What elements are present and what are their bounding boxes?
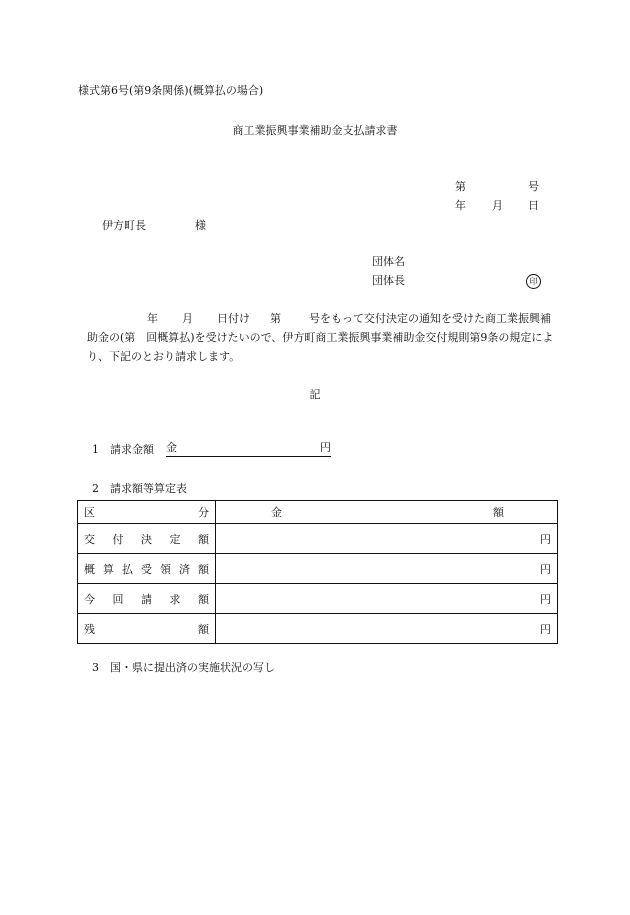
label-char: 額 bbox=[198, 592, 209, 606]
document-title: 商工業振興事業補助金支払請求書 bbox=[232, 124, 398, 137]
label-char: 回 bbox=[112, 592, 124, 606]
row-amount-cell: 円 bbox=[216, 524, 558, 554]
number-prefix: 第 bbox=[455, 180, 466, 193]
label-char: 付 bbox=[112, 532, 124, 546]
amount-unit: 円 bbox=[320, 441, 331, 454]
label-char: 決 bbox=[141, 532, 152, 546]
table-row bbox=[78, 554, 558, 584]
label-char: 額 bbox=[198, 562, 209, 576]
header-category-cell bbox=[78, 501, 216, 524]
seal-mark: 印 bbox=[526, 274, 541, 289]
row-amount-cell: 円 bbox=[216, 554, 558, 584]
label-char: 交 bbox=[84, 532, 95, 546]
label-char: 額 bbox=[198, 532, 209, 546]
date-month: 月 bbox=[492, 199, 503, 212]
row-amount-cell: 円 bbox=[216, 614, 558, 644]
amount-prefix: 金 bbox=[166, 441, 177, 454]
body-number-prefix: 第 bbox=[270, 312, 281, 325]
label-char: 領 bbox=[160, 562, 171, 576]
label-char: 求 bbox=[169, 592, 181, 606]
label-char: 残 bbox=[84, 622, 95, 636]
section-3-label: 3 国・県に提出済の実施状況の写し bbox=[92, 661, 275, 674]
request-body bbox=[87, 309, 557, 366]
row-label-cell bbox=[78, 554, 216, 584]
label-char: 請 bbox=[141, 592, 152, 606]
section-1-label: 1 請求金額 bbox=[92, 443, 154, 456]
date-day: 日 bbox=[528, 199, 539, 212]
addressee-name: 伊方町長 bbox=[102, 219, 146, 232]
label-char: 今 bbox=[84, 592, 95, 606]
row-amount-cell: 円 bbox=[216, 584, 558, 614]
body-date-suffix: 日付け bbox=[217, 312, 250, 325]
number-suffix: 号 bbox=[528, 180, 539, 193]
form-number: 様式第6号(第9条関係)(概算払の場合) bbox=[78, 84, 264, 97]
row-label-cell bbox=[78, 524, 216, 554]
label-char: 定 bbox=[169, 532, 181, 546]
request-amount-field bbox=[166, 441, 331, 457]
row-label bbox=[78, 591, 215, 607]
label-char: 概 bbox=[84, 562, 95, 576]
label-char: 額 bbox=[198, 622, 209, 636]
header-category bbox=[78, 504, 215, 520]
table-row bbox=[78, 584, 558, 614]
calculation-table bbox=[77, 500, 558, 644]
row-label-cell bbox=[78, 614, 216, 644]
addressee-honorific: 様 bbox=[195, 219, 206, 232]
body-month: 月 bbox=[182, 312, 193, 325]
header-amount-right: 額 bbox=[493, 506, 504, 519]
header-amount-left: 金 bbox=[271, 506, 282, 519]
label-char: 済 bbox=[179, 562, 190, 576]
organization-name-label: 団体名 bbox=[372, 255, 405, 268]
table-row bbox=[78, 524, 558, 554]
label-char: 払 bbox=[122, 562, 133, 576]
body-text-main: 号をもって交付決定の通知を受けた商工業振興補助金の(第 回概算払)を受けたいので、伊方町商工業振興事業補助金交付規則第9条の規定により、下記のとおり請求します。 bbox=[87, 312, 554, 363]
row-label bbox=[78, 621, 215, 637]
row-label bbox=[78, 561, 215, 577]
label-char: 算 bbox=[103, 562, 114, 576]
ki-heading: 記 bbox=[309, 388, 321, 401]
organization-rep-label: 団体長 bbox=[372, 274, 405, 287]
body-year: 年 bbox=[147, 312, 158, 325]
label-char: 区 bbox=[84, 506, 95, 519]
date-year: 年 bbox=[455, 199, 466, 212]
label-char: 分 bbox=[198, 506, 209, 519]
row-label bbox=[78, 531, 215, 547]
row-label-cell bbox=[78, 584, 216, 614]
header-amount-cell bbox=[216, 501, 558, 524]
label-char: 受 bbox=[141, 562, 152, 576]
section-2-label: 2 請求額等算定表 bbox=[92, 482, 187, 495]
table-header-row bbox=[78, 501, 558, 524]
table-row bbox=[78, 614, 558, 644]
